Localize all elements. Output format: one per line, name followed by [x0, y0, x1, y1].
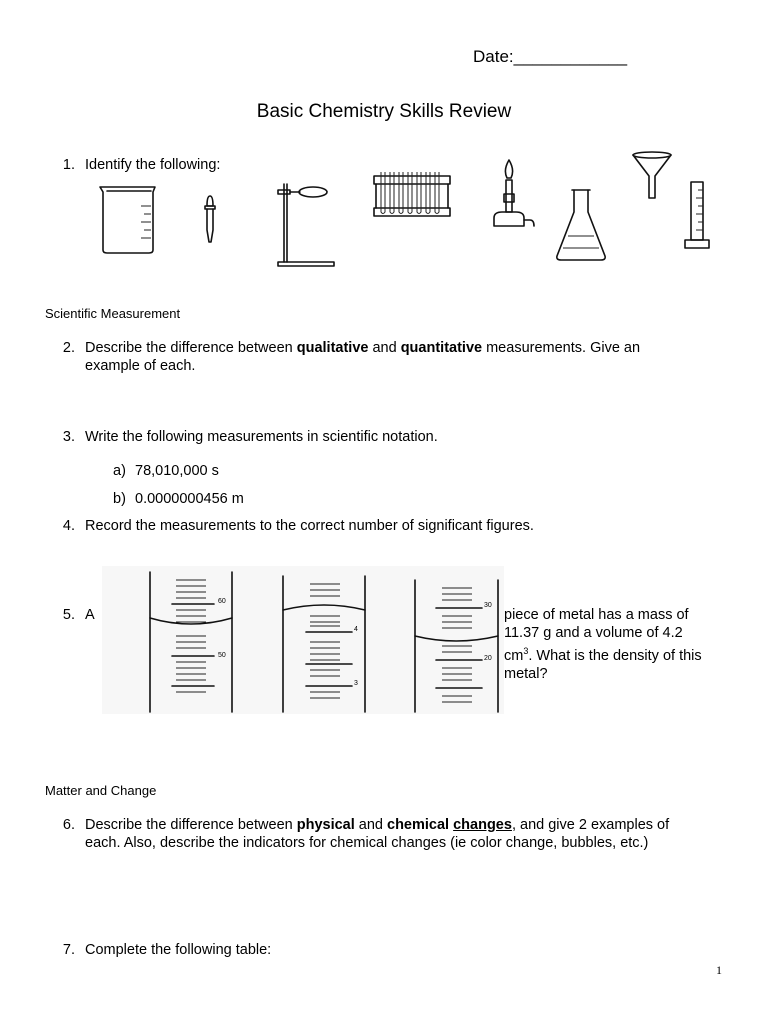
date-blank: ____________ — [513, 47, 628, 66]
q3a-value: 78,010,000 s — [135, 463, 219, 479]
q7-text: Complete the following table: — [85, 942, 272, 958]
q5-line3-pre: cm — [504, 647, 524, 664]
erlenmeyer-flask-icon — [553, 188, 609, 264]
q1-text: Identify the following: — [85, 157, 221, 173]
q4-text: Record the measurements to the correct number of significant figures. — [85, 518, 534, 534]
q6-term-changes: changes — [453, 817, 512, 833]
q2-text-line2: example of each. — [85, 358, 196, 374]
q6-text — [85, 816, 725, 852]
q2-term-quantitative: quantitative — [400, 340, 483, 356]
q2-text-mid: and — [368, 340, 401, 356]
bunsen-burner-icon — [490, 156, 538, 232]
q2-text-post: measurements. Give an — [482, 340, 641, 356]
q2-text-pre: Describe the difference between — [85, 340, 297, 356]
cylinder-1 — [150, 572, 232, 712]
q3b-label: b) — [113, 491, 126, 507]
q5-line1: piece of metal has a mass of — [504, 607, 689, 623]
cylinder-2 — [283, 576, 365, 712]
q6-text-line2: each. Also, describe the indicators for chemical changes (ie color change, bubbles, etc.) — [85, 835, 649, 851]
q2-text — [85, 339, 705, 375]
q1-number: 1. — [62, 157, 75, 173]
q6-text-pre: Describe the difference between — [85, 817, 297, 833]
q5-text — [504, 606, 734, 683]
q2-term-qualitative: qualitative — [296, 340, 369, 356]
q6-number: 6. — [62, 817, 75, 833]
date-label: Date: — [473, 47, 514, 66]
q6-text-post: , and give 2 examples of — [511, 817, 670, 833]
q3a-label: a) — [113, 463, 126, 479]
cylinder-readings-figure — [102, 566, 504, 714]
page-number: 1 — [716, 963, 722, 977]
page-title: Basic Chemistry Skills Review — [256, 101, 512, 122]
beaker-icon — [98, 184, 160, 256]
q4-number: 4. — [62, 518, 75, 534]
q5-line4: metal? — [504, 665, 548, 682]
section-heading-scientific-measurement: Scientific Measurement — [45, 306, 181, 321]
q6-term-physical: physical — [296, 817, 355, 833]
dropper-icon — [203, 194, 217, 244]
test-tube-rack-icon — [372, 170, 452, 220]
q3-number: 3. — [62, 429, 75, 445]
cylinder-1-tick-bottom: 50 — [218, 652, 226, 659]
cylinder-2-tick-top: 4 — [354, 626, 358, 633]
q5-line3-sup: 3 — [523, 646, 529, 656]
ring-stand-icon — [276, 180, 336, 268]
q3b-value: 0.0000000456 m — [135, 491, 244, 507]
q5-line3-post: . What is the density of this — [528, 647, 702, 664]
cylinder-3 — [415, 580, 498, 712]
cylinder-3-tick-bottom: 20 — [484, 655, 492, 662]
cylinder-3-tick-top: 30 — [484, 602, 492, 609]
q2-number: 2. — [62, 340, 75, 356]
q7-number: 7. — [62, 942, 75, 958]
q6-text-mid: and — [354, 817, 388, 833]
cylinder-1-tick-top: 60 — [218, 598, 226, 605]
q5-a: A — [85, 607, 95, 623]
q5-number: 5. — [62, 607, 75, 623]
cylinder-2-tick-bottom: 3 — [354, 680, 358, 687]
q3-text: Write the following measurements in scientific notation. — [85, 429, 438, 445]
funnel-icon — [630, 150, 674, 202]
q5-line2: 11.37 g and a volume of 4.2 — [504, 625, 683, 641]
date-field — [473, 47, 627, 67]
section-heading-matter-and-change: Matter and Change — [45, 783, 157, 798]
graduated-cylinder-icon — [682, 180, 718, 254]
q6-term-chemical: chemical — [387, 817, 454, 833]
